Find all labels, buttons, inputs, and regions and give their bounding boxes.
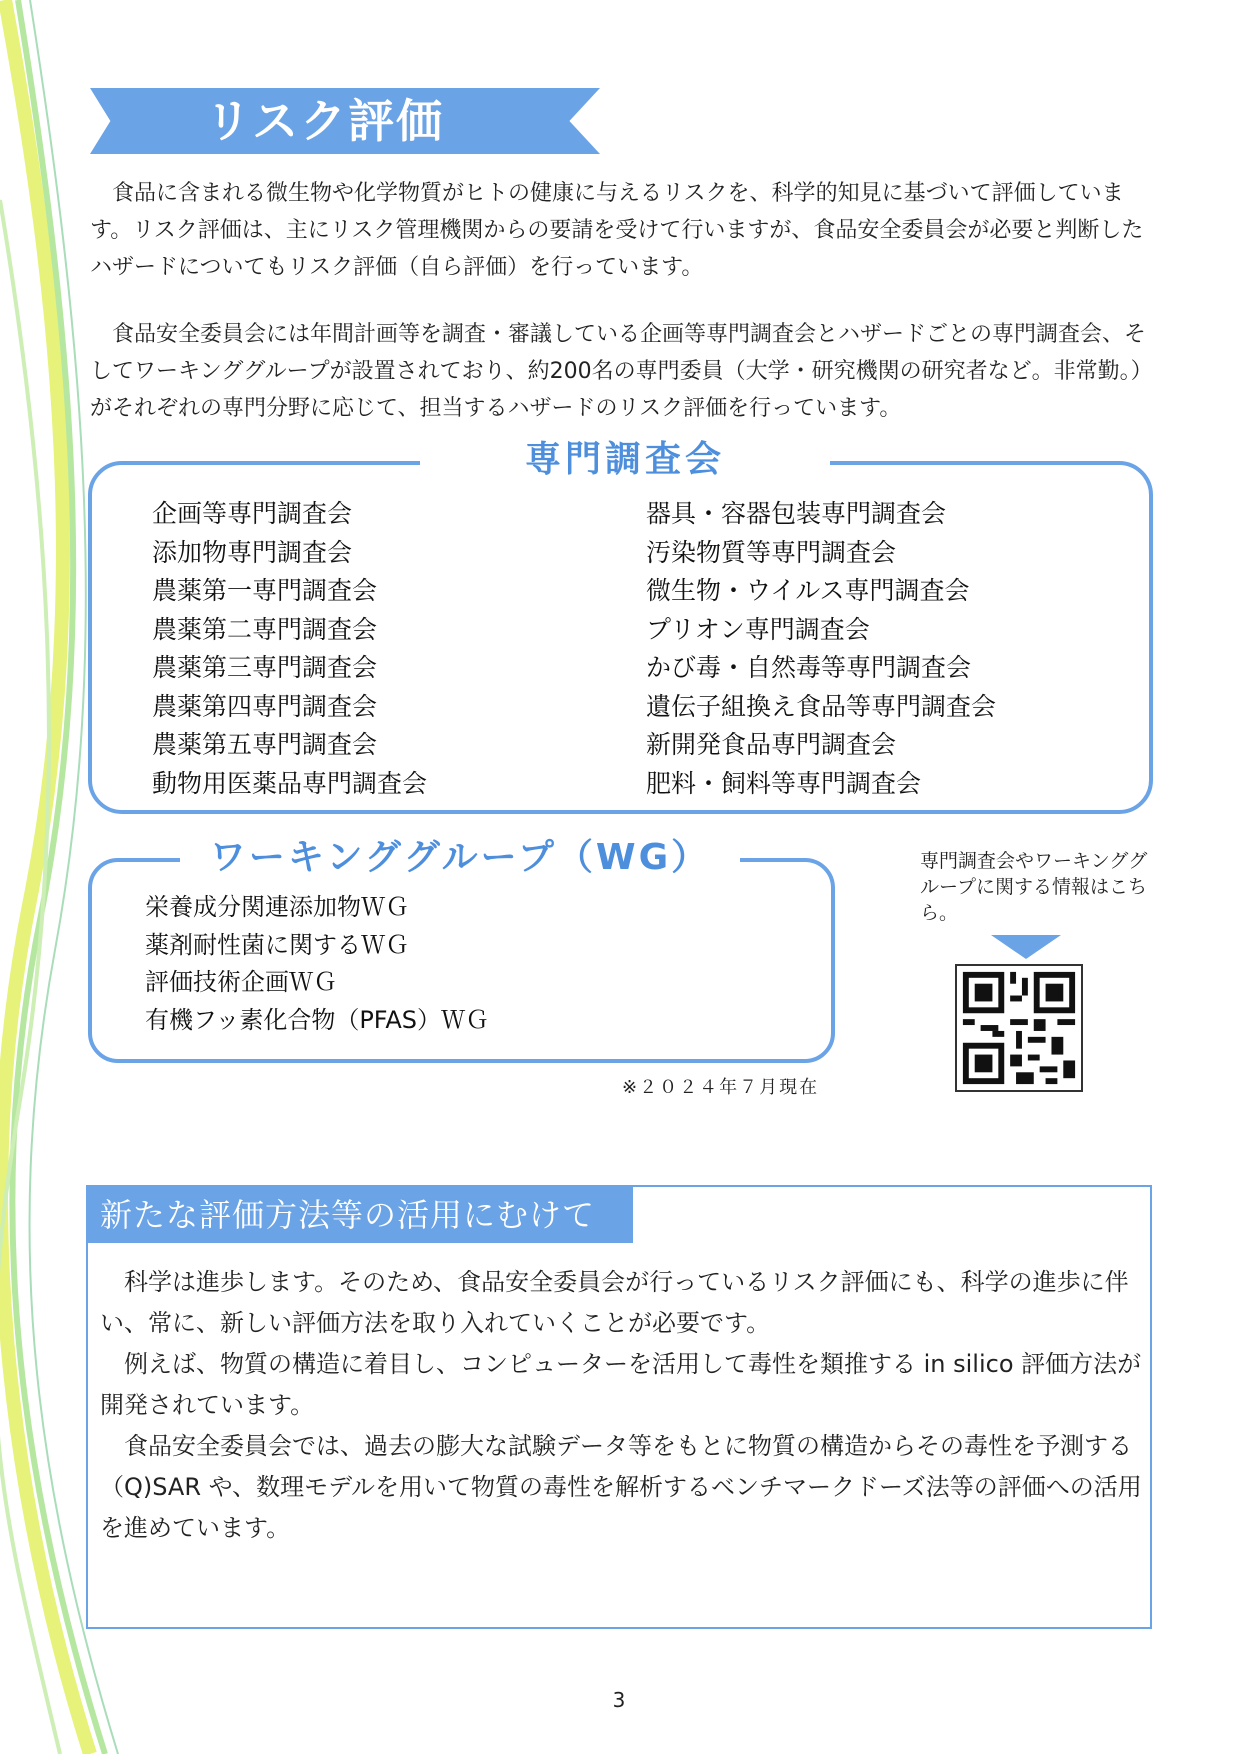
new-methods-paragraph: 食品安全委員会では、過去の膨大な試験データ等をもとに物質の構造からその毒性を予測する（Q)SAR や、数理モデルを用いて物質の毒性を解析するベンチマークドーズ法等の評価への活用を進めています。 [100, 1432, 1142, 1542]
committee-item: 動物用医薬品専門調査会 [152, 768, 428, 798]
working-group-list [145, 889, 489, 1039]
committee-item: 微生物・ウイルス専門調査会 [646, 576, 970, 605]
arrow-down-icon [991, 935, 1061, 959]
intro-paragraph-1: 食品に含まれる微生物や化学物質がヒトの健康に与えるリスクを、科学的知見に基づいて評価しています。リスク評価は、主にリスク管理機関からの要請を受けて行いますが、食品安全委員会が必要と判断したハザードについてもリスク評価（自ら評価）を行っています。 [90, 181, 1144, 280]
qr-code[interactable] [955, 964, 1083, 1092]
committee-item: 農薬第二専門調査会 [152, 614, 378, 644]
date-note: ※２０２４年７月現在 [622, 1077, 820, 1098]
committee-item: 農薬第一専門調査会 [152, 576, 378, 605]
committee-item: 企画等専門調査会 [152, 499, 353, 528]
committee-item: 農薬第五専門調査会 [152, 730, 378, 759]
committee-item: 添加物専門調査会 [152, 537, 353, 567]
working-group-item: 栄養成分関連添加物ＷＧ [145, 893, 409, 921]
committee-item: 新開発食品専門調査会 [646, 730, 897, 759]
committee-list-left [152, 495, 427, 803]
committee-item: 汚染物質等専門調査会 [646, 537, 897, 567]
new-methods-body [100, 1262, 1145, 1549]
new-methods-heading: 新たな評価方法等の活用にむけて [88, 1187, 633, 1243]
working-group-item: 薬剤耐性菌に関するＷＧ [145, 930, 409, 959]
working-group-item: 評価技術企画ＷＧ [145, 968, 337, 996]
committee-item: かび毒・自然毒等専門調査会 [646, 653, 972, 682]
committee-item: 器具・容器包装専門調査会 [646, 499, 947, 528]
qr-caption: 専門調査会やワーキンググループに関する情報はこちら。 [920, 850, 1148, 924]
committee-item: 遺伝子組換え食品等専門調査会 [646, 691, 997, 721]
committee-list-right [646, 495, 996, 803]
working-group-item: 有機フッ素化合物（PFAS）ＷＧ [145, 1005, 490, 1034]
committee-item: 肥料・飼料等専門調査会 [646, 768, 922, 798]
new-methods-paragraph: 科学は進歩します。そのため、食品安全委員会が行っているリスク評価にも、科学の進歩に伴い、常に、新しい評価方法を取り入れていくことが必要です。 [100, 1268, 1129, 1337]
working-group-heading: ワーキンググループ（WG） [180, 830, 740, 886]
committee-heading: 専門調査会 [420, 432, 830, 488]
qr-code-icon [957, 966, 1081, 1090]
committee-item: 農薬第四専門調査会 [152, 691, 378, 721]
intro-paragraph-2: 食品安全委員会には年間計画等を調査・審議している企画等専門調査会とハザードごとの専門調査会、そしてワーキンググループが設置されており、約200名の専門委員（大学・研究機関の研究者など。非常勤。）がそれぞれの専門分野に応じて、担当するハザードのリスク評価を行っています。 [90, 322, 1147, 421]
committee-item: 農薬第三専門調査会 [152, 653, 378, 682]
page-title: リスク評価 [205, 94, 445, 148]
page-number: 3 [612, 1688, 626, 1712]
committee-item: プリオン専門調査会 [646, 614, 870, 644]
new-methods-paragraph: 例えば、物質の構造に着目し、コンピューターを活用して毒性を類推する in silico 評価方法が開発されています。 [100, 1350, 1142, 1419]
